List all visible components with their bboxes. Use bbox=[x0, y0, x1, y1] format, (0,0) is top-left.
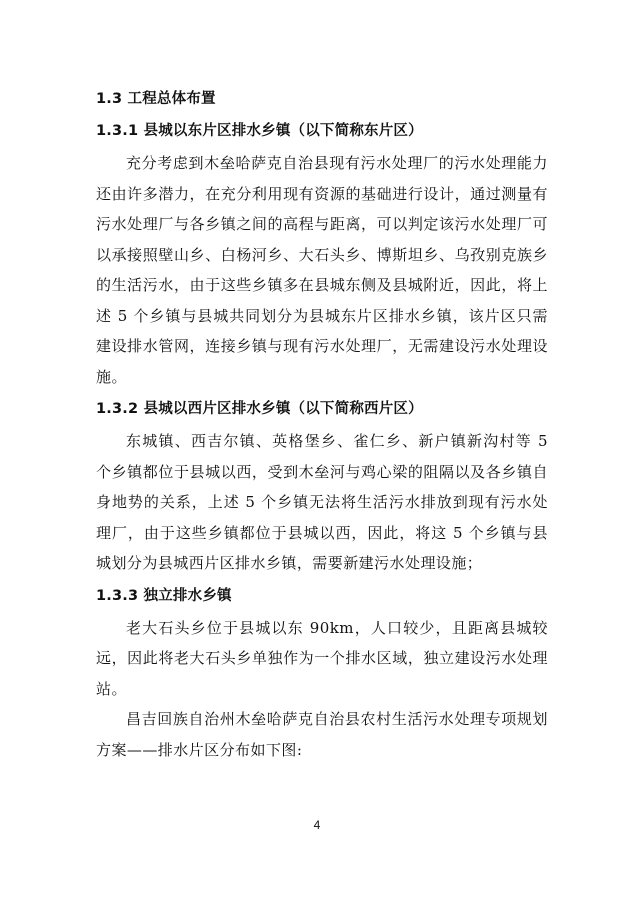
paragraph-west-district: 东城镇、西吉尔镇、英格堡乡、雀仁乡、新户镇新沟村等 5 个乡镇都位于县城以西，受到木垒河与鸡心梁的阻隔以及各乡镇自身地势的关系，上述 5 个乡镇无法将生活污水排放到现有污水处理厂，由于这些乡镇都位于县城以西，因此，将这 5 个乡镇与县城划分为县城西片区排水乡镇，需要新建污水处理设施； bbox=[96, 432, 548, 572]
section-title: 1.3 工程总体布置 bbox=[96, 91, 216, 107]
paragraph-independent-town: 老大石头乡位于县城以东 90km，人口较少，且距离县城较远，因此将老大石头乡单独作为一个排水区域，独立建设污水处理站。 bbox=[96, 618, 548, 698]
paragraph-east-district: 充分考虑到木垒哈萨克自治县现有污水处理厂的污水处理能力还由许多潜力，在充分利用现有资源的基础进行设计，通过测量有污水处理厂与各乡镇之间的高程与距离，可以判定该污水处理厂可以承接照壁山乡、白杨河乡、大石头乡、博斯坦乡、乌孜别克族乡的生活污水，由于这些乡镇多在县城东侧及县城附近，因此，将上述 5 个乡镇与县城共同划分为县城东片区排水乡镇，该片区只需建设排水管网，连接乡镇与现有污水处理厂，无需建设污水处理设施。 bbox=[96, 154, 548, 386]
subsection-heading-independent: 1.3.3 独立排水乡镇 bbox=[96, 587, 232, 604]
subsection-heading-east: 1.3.1 县城以东片区排水乡镇（以下简称东片区） bbox=[96, 123, 423, 139]
page-number: 4 bbox=[313, 818, 321, 832]
page-content bbox=[96, 84, 548, 765]
paragraph-figure-intro: 昌吉回族自治州木垒哈萨克自治县农村生活污水处理专项规划方案——排水片区分布如下图: bbox=[96, 710, 548, 759]
subsection-heading-west: 1.3.2 县城以西片区排水乡镇（以下简称西片区） bbox=[96, 401, 423, 417]
